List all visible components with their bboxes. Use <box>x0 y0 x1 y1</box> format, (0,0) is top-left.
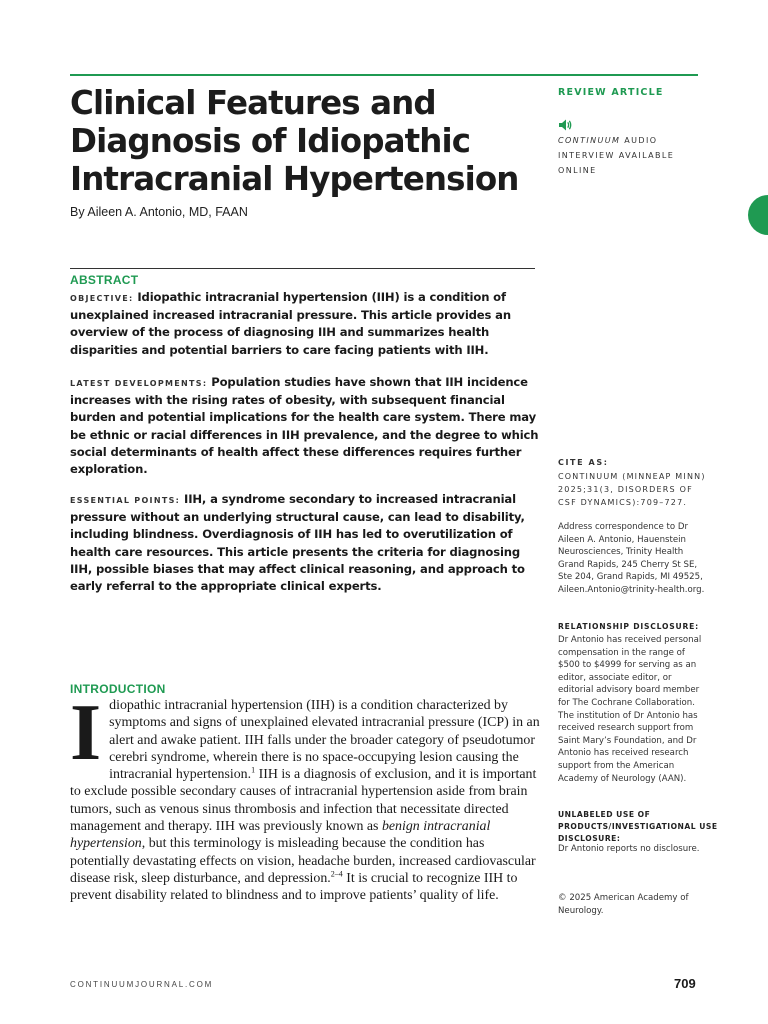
intro-text-3: , but this terminology is misleading because the condition has potentially devastating effects on vision, headache burden, increased cardiovascular disease risk, sleep disturbance, and depression. <box>70 836 536 886</box>
latest-label: LATEST DEVELOPMENTS: <box>70 379 208 388</box>
essential-label: ESSENTIAL POINTS: <box>70 496 181 505</box>
abstract-rule <box>70 268 535 269</box>
footer-site[interactable]: CONTINUUMJOURNAL.COM <box>70 980 214 989</box>
citation-text: CONTINUUM (MINNEAP MINN) 2025;31(3, DISORDERS OF CSF DYNAMICS):709–727. <box>558 472 706 507</box>
copyright: © 2025 American Academy of Neurology. <box>558 893 689 916</box>
reference-1[interactable]: 1 <box>251 765 256 775</box>
top-rule <box>70 74 698 76</box>
audio-text: AUDIO INTERVIEW AVAILABLE ONLINE <box>558 136 675 175</box>
page-number: 709 <box>674 976 696 991</box>
review-article-label: REVIEW ARTICLE <box>558 87 664 98</box>
essential-text: IIH, a syndrome secondary to increased intracranial pressure without an underlying structural cause, can lead to disability, including blindness. Overdiagnosis of IIH has led to overutilization of health care resources. This article presents the criteria for diagnosing IIH, possible biases that may affect clinical reasoning, and approach to early referral to the appropriate clinical experts. <box>70 492 525 594</box>
intro-text-1: diopathic intracranial hypertension (IIH) is a condition characterized by symptoms and signs of unexplained elevated intracranial pressure (ICP) in an alert and awake patient. IIH falls under the broader category of pseudotumor cerebri syndrome, wherein there is no space-occupying lesion causing the intracranial hypertension. <box>109 698 540 783</box>
reference-2-4[interactable]: 2–4 <box>330 869 343 879</box>
unlabeled-use-text: Dr Antonio reports no disclosure. <box>558 844 700 854</box>
section-tab <box>748 195 768 235</box>
latest-text: Population studies have shown that IIH incidence increases with the rising rates of obesity, with subsequent financial burden and potential implications for the health care system. There may be ethnic or racial differences in IIH prevalence, and the degree to which social determinants of health affect these differences requires further exploration. <box>70 375 539 477</box>
drop-cap: I <box>70 689 102 777</box>
intro-text-4: It is crucial to recognize IIH to prevent disability related to blindness and to improve patients’ quality of life. <box>70 870 518 904</box>
italic-term: benign intracranial hypertension <box>70 819 491 852</box>
speaker-icon[interactable] <box>558 118 572 132</box>
abstract-latest-developments <box>70 374 540 478</box>
article-title: Clinical Features and Diagnosis of Idiopathic Intracranial Hypertension <box>70 84 519 198</box>
byline: By Aileen A. Antonio, MD, FAAN <box>70 205 248 219</box>
correspondence-address: Address correspondence to Dr Aileen A. Antonio, Hauenstein Neurosciences, Trinity Health Grand Rapids, 245 Cherry St SE, Ste 204, Grand Rapids, MI 49525, Aileen.Antonio@trinity-health.org. <box>558 522 705 595</box>
objective-label: OBJECTIVE: <box>70 294 134 303</box>
abstract-heading: ABSTRACT <box>70 273 139 287</box>
introduction-heading: INTRODUCTION <box>70 682 166 696</box>
unlabeled-use-heading: UNLABELED USE OF PRODUCTS/INVESTIGATIONAL USE DISCLOSURE: <box>558 810 718 843</box>
abstract-objective <box>70 289 540 359</box>
objective-text: Idiopathic intracranial hypertension (IIH) is a condition of unexplained increased intracranial pressure. This article provides an overview of the process of diagnosing IIH and summarizes health disparities and potential barriers to care facing patients with IIH. <box>70 290 511 357</box>
intro-text-2: IIH is a diagnosis of exclusion, and it is important to exclude possible secondary causes of intracranial hypertension aside from brain tumors, such as venous sinus thrombosis and infection that necessitate directed management and therapy. IIH was previously known as <box>70 767 537 835</box>
audio-interview-note[interactable] <box>558 133 708 178</box>
abstract-essential-points <box>70 491 540 595</box>
audio-brand: CONTINUUM <box>558 136 621 145</box>
cite-heading: CITE AS: <box>558 458 609 467</box>
relationship-disclosure-heading: RELATIONSHIP DISCLOSURE: <box>558 622 699 631</box>
relationship-disclosure-text: Dr Antonio has received personal compensation in the range of $500 to $4999 for serving as an editor, associate editor, or editorial advisory board member for The Cochrane Collaboration. The institution of Dr Antonio has received research support from Saint Mary’s Foundation, and Dr Antonio has received research support from the American Academy of Neurology (AAN). <box>558 635 702 784</box>
